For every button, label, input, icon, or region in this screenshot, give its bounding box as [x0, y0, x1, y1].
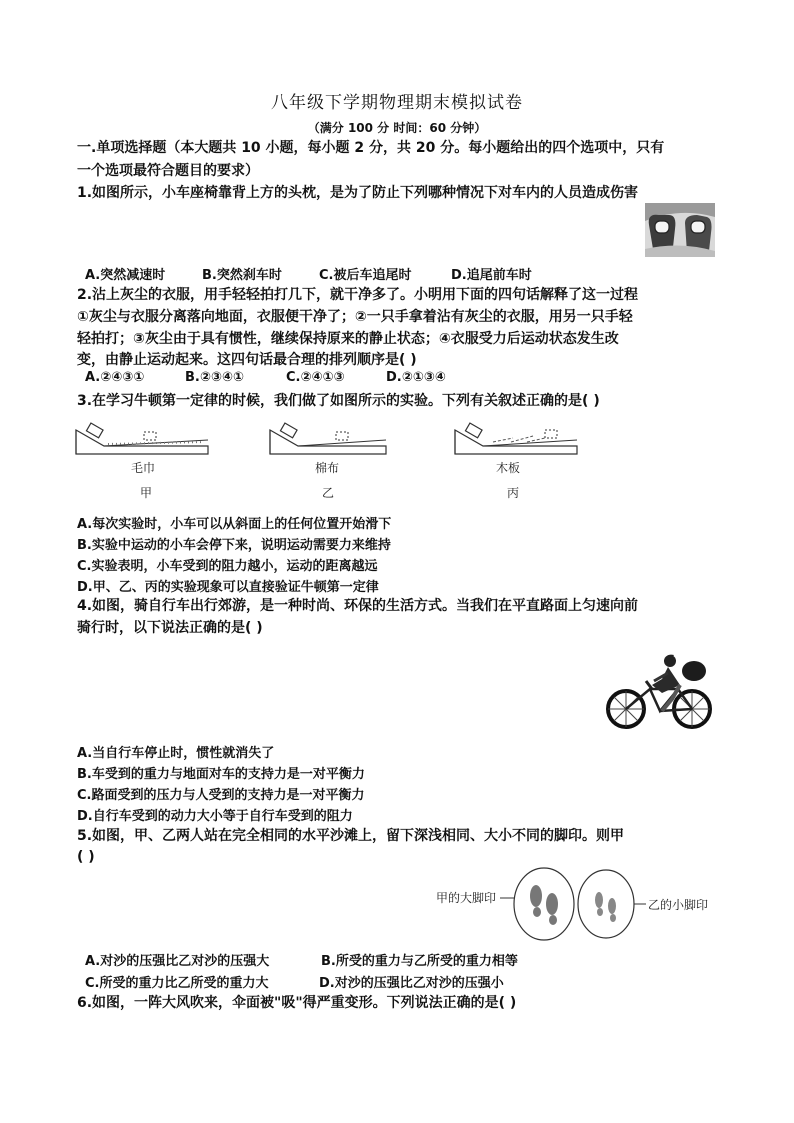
- footprint-figure: [500, 866, 650, 946]
- q2-option-d: D.②①③④: [386, 370, 446, 385]
- q3-surface-wood: 木板: [496, 461, 521, 475]
- q2-option-b: B.②③④①: [185, 370, 244, 385]
- q3-label-jia: 甲: [140, 486, 153, 500]
- q3-option-c: C.实验表明，小车受到的阻力越小，运动的距离越远: [77, 559, 378, 574]
- exam-info: （满分 100 分 时间：60 分钟）: [307, 121, 487, 135]
- q5-option-b: B.所受的重力与乙所受的重力相等: [321, 954, 518, 969]
- incline-figure-towel: [74, 420, 210, 456]
- q4-option-b: B.车受到的重力与地面对车的支持力是一对平衡力: [77, 767, 365, 782]
- q4-option-c: C.路面受到的压力与人受到的支持力是一对平衡力: [77, 788, 365, 803]
- q3-option-d: D.甲、乙、丙的实验现象可以直接验证牛顿第一定律: [77, 580, 379, 595]
- q3-label-bing: 丙: [507, 486, 520, 500]
- q5-option-a: A.对沙的压强比乙对沙的压强大: [85, 954, 270, 969]
- q5-line-2: ( ): [77, 849, 95, 865]
- q3-option-a: A.每次实验时，小车可以从斜面上的任何位置开始滑下: [77, 517, 392, 532]
- q3-option-b: B.实验中运动的小车会停下来，说明运动需要力来维持: [77, 538, 391, 553]
- q4-option-a: A.当自行车停止时，惯性就消失了: [77, 746, 275, 761]
- q4-line-2: 骑行时，以下说法正确的是( ): [77, 620, 263, 636]
- q2-line-1: 2.沾上灰尘的衣服，用手轻轻拍打几下，就干净多了。小明用下面的四句话解释了这一过程: [77, 287, 639, 303]
- q5-option-d: D.对沙的压强比乙对沙的压强小: [319, 976, 504, 991]
- section-line-1: 一.单项选择题（本大题共 10 小题，每小题 2 分，共 20 分。每小题给出的四个选项中，只有: [77, 140, 665, 156]
- q4-option-d: D.自行车受到的动力大小等于自行车受到的阻力: [77, 809, 353, 824]
- q3-surface-towel: 毛巾: [131, 461, 156, 475]
- page-title: 八年级下学期物理期末模拟试卷: [271, 93, 523, 113]
- cyclist-figure: [606, 653, 716, 731]
- q2-option-c: C.②④①③: [286, 370, 345, 385]
- q5-line-1: 5.如图，甲、乙两人站在完全相同的水平沙滩上，留下深浅相同、大小不同的脚印。则甲: [77, 828, 625, 844]
- q3-surface-cotton: 棉布: [315, 461, 340, 475]
- q1-option-c: C.被后车追尾时: [319, 268, 412, 283]
- q2-line-3: 轻拍打；③灰尘由于具有惯性，继续保持原来的静止状态；④衣服受力后运动状态发生改: [77, 331, 619, 347]
- section-line-2: 一个选项最符合题目的要求）: [77, 163, 259, 179]
- q1-option-a: A.突然减速时: [85, 268, 166, 283]
- incline-figure-wood: [453, 420, 579, 456]
- headrest-figure: [645, 203, 715, 257]
- q1-option-b: B.突然刹车时: [202, 268, 282, 283]
- q3-label-yi: 乙: [322, 486, 335, 500]
- q1-option-d: D.追尾前车时: [451, 268, 532, 283]
- q5-option-c: C.所受的重力比乙所受的重力大: [85, 976, 269, 991]
- q1-stem: 1.如图所示，小车座椅靠背上方的头枕，是为了防止下列哪种情况下对车内的人员造成伤害: [77, 185, 639, 201]
- q2-line-2: ①灰尘与衣服分离落向地面，衣服便干净了；②一只手拿着沾有灰尘的衣服，用另一只手轻: [77, 309, 633, 325]
- small-footprint-label: 乙的小脚印: [648, 898, 709, 912]
- q6-stem: 6.如图，一阵大风吹来，伞面被"吸"得严重变形。下列说法正确的是( ): [77, 995, 517, 1011]
- q4-line-1: 4.如图，骑自行车出行郊游，是一种时尚、环保的生活方式。当我们在平直路面上匀速向前: [77, 598, 639, 614]
- big-footprint-label: 甲的大脚印: [436, 891, 497, 905]
- q2-option-a: A.②④③①: [85, 370, 145, 385]
- q2-line-4: 变，由静止运动起来。这四句话最合理的排列顺序是( ): [77, 352, 417, 368]
- incline-figure-cotton: [268, 420, 388, 456]
- q3-stem: 3.在学习牛顿第一定律的时候，我们做了如图所示的实验。下列有关叙述正确的是( ): [77, 393, 600, 409]
